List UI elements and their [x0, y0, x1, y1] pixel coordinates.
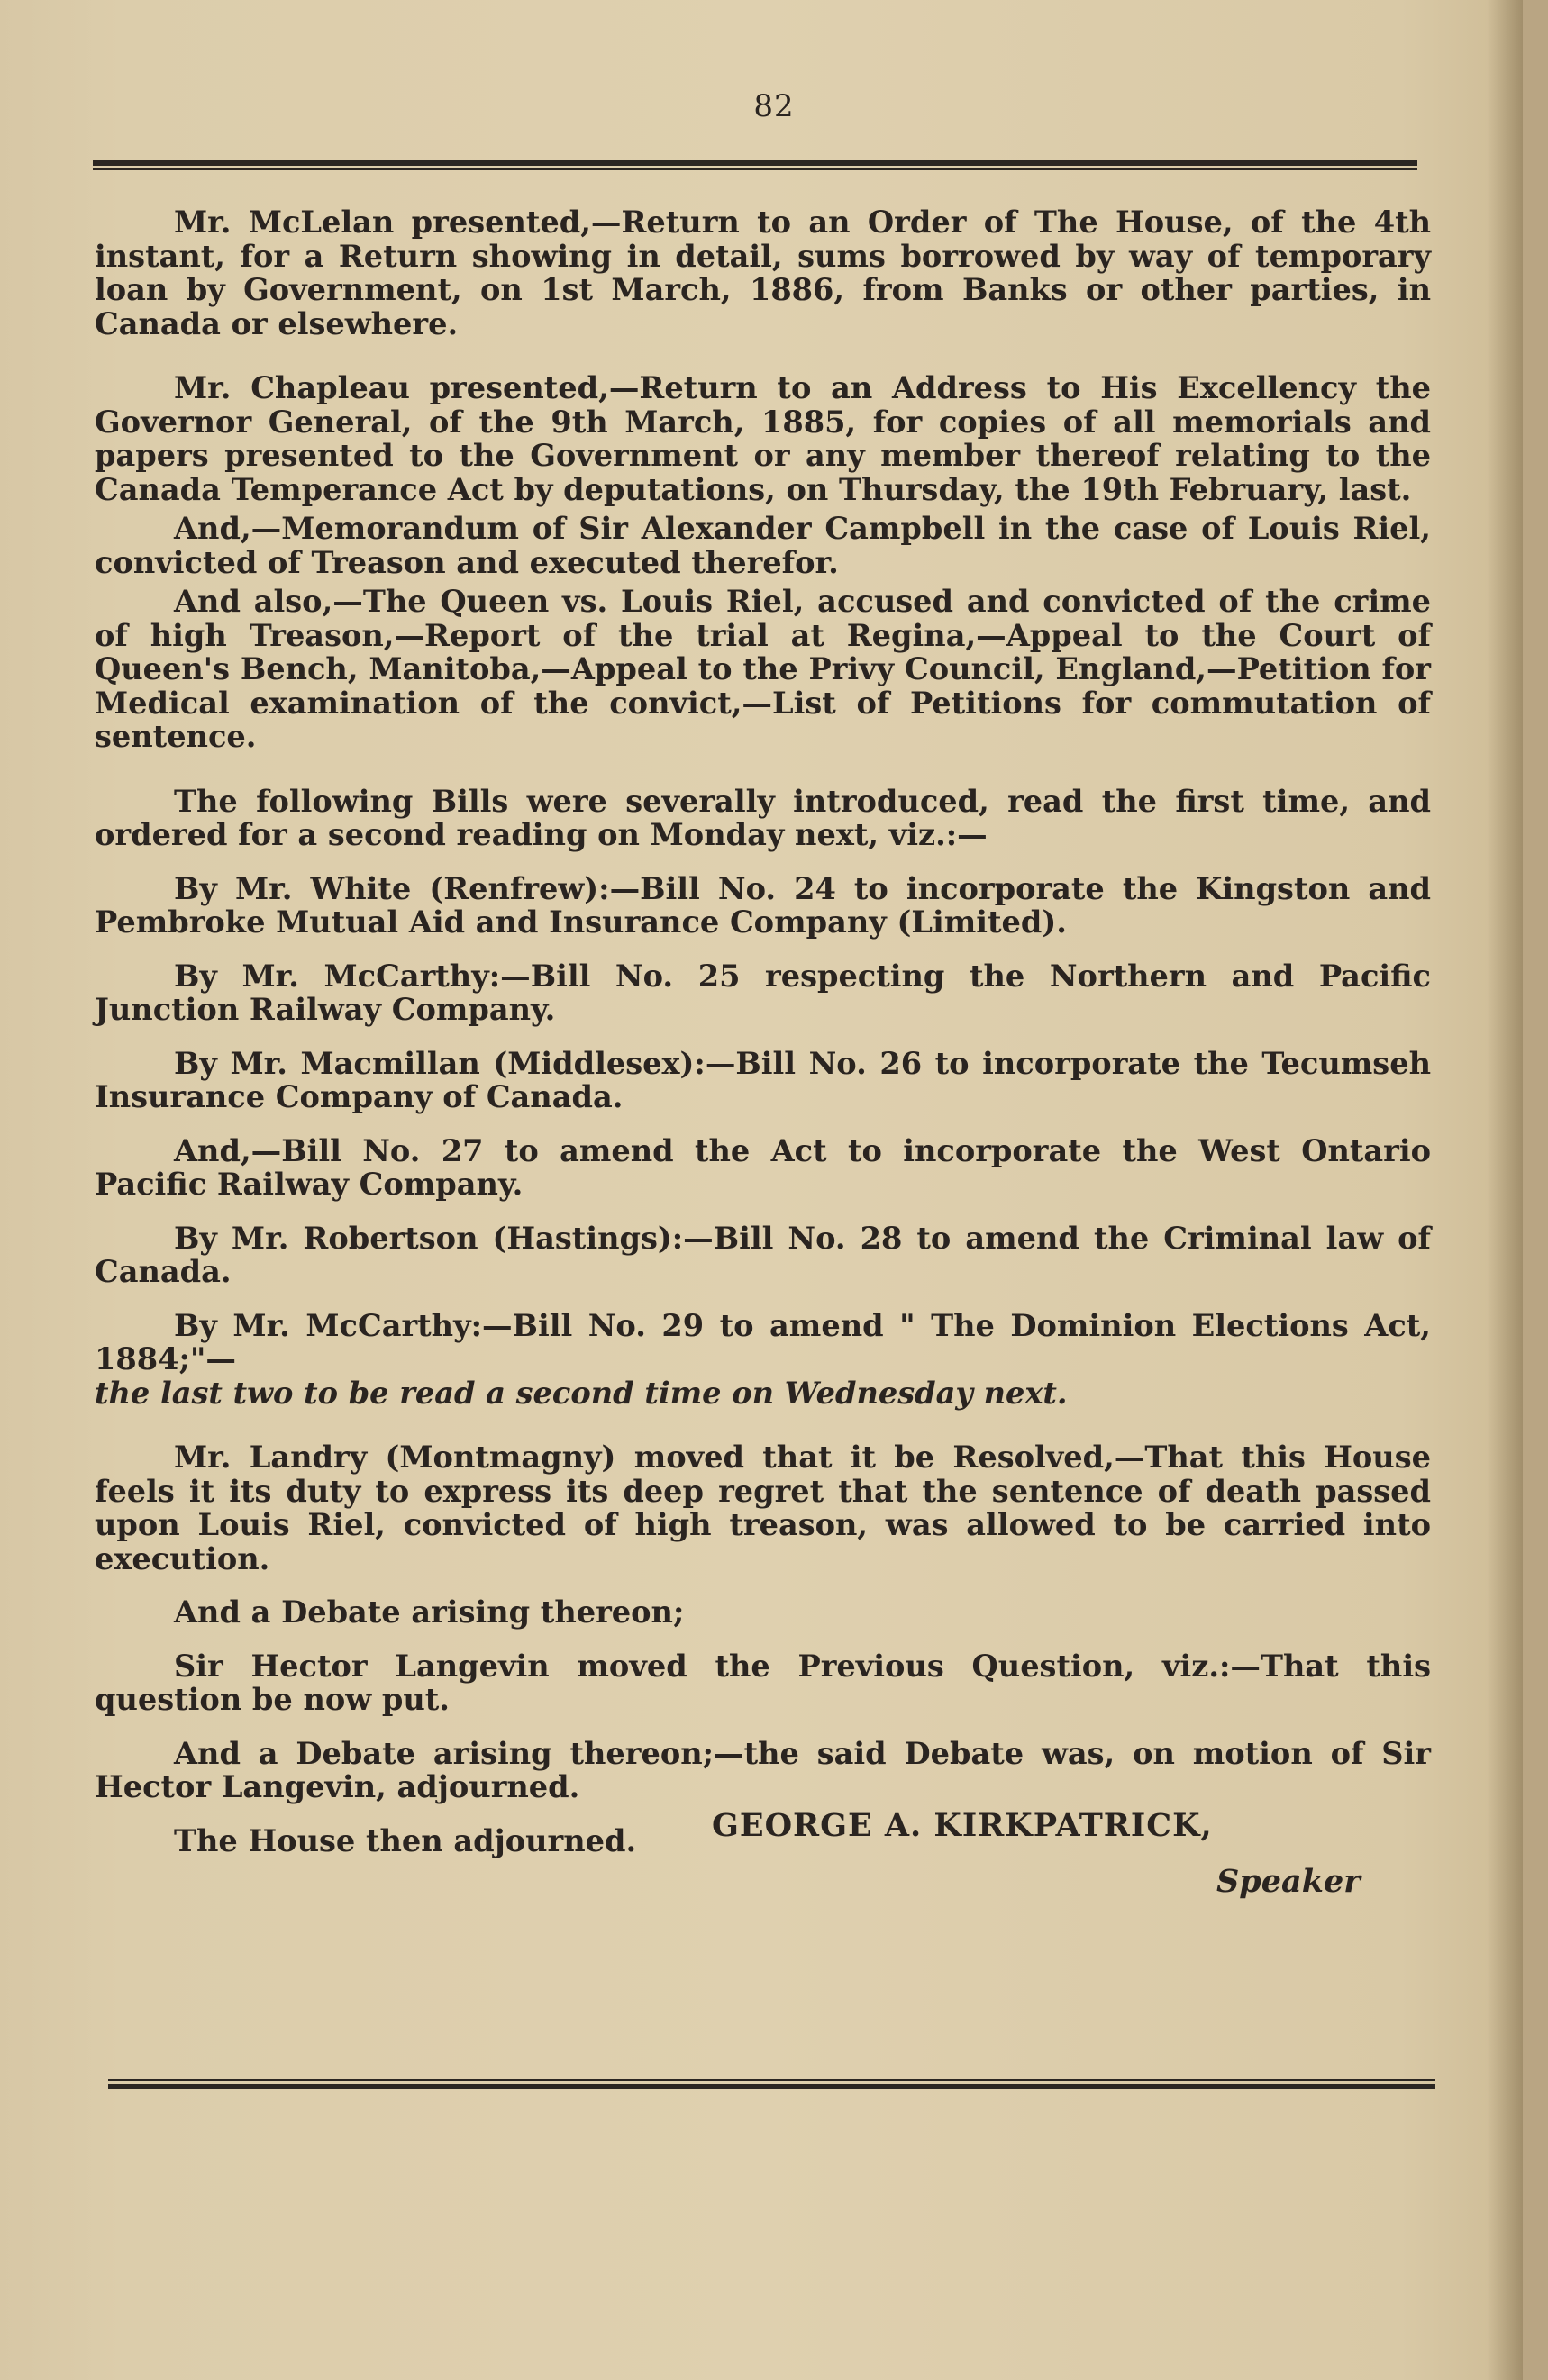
- paragraph-bill-25: By Mr. McCarthy:—Bill No. 25 respecting the Northern and Pacific Junction Railway Company.: [95, 957, 1431, 1027]
- paragraph-queen-vs-riel: And also,—The Queen vs. Louis Riel, accused and convicted of the crime of high Treason,—Report of the trial at Regina,—Appeal to the Court of Queen's Bench, Manitoba,—Appeal to the Privy Council, England,—Petition for Medical examination of the convict,—List of Petitions for commutation of sentence.: [95, 583, 1431, 754]
- paragraph-bill-28: By Mr. Robertson (Hastings):—Bill No. 28 to amend the Criminal law of Canada.: [95, 1219, 1431, 1289]
- top-double-rule: [93, 160, 1417, 170]
- paragraph-bill-24: By Mr. White (Renfrew):—Bill No. 24 to incorporate the Kingston and Pembroke Mutual Aid and Insurance Company (Limited).: [95, 869, 1431, 940]
- paragraph-landry-motion: Mr. Landry (Montmagny) moved that it be Resolved,—That this House feels it its duty to express its deep regret that the sentence of death passed upon Louis Riel, convicted of high treason, was allowed to be carried into execution.: [95, 1439, 1431, 1576]
- page-edge-shadow: [1487, 0, 1523, 2380]
- paragraph-debate-adjourned: And a Debate arising thereon;—the said Debate was, on motion of Sir Hector Langevin, adjourned.: [95, 1734, 1431, 1804]
- paragraph-debate-arising: And a Debate arising thereon;: [174, 1594, 685, 1630]
- paragraph-bill-29: By Mr. McCarthy:—Bill No. 29 to amend " The Dominion Elections Act, 1884;"—: [95, 1306, 1431, 1376]
- paragraph-second-reading-note: the last two to be read a second time on Wednesday next.: [95, 1374, 1068, 1411]
- bottom-double-rule: [108, 2079, 1435, 2089]
- paragraph-mclelan-return: Mr. McLelan presented,—Return to an Order of The House, of the 4th instant, for a Return showing in detail, sums borrowed by way of temporary loan by Government, on 1st March, 1886, from Banks or other parties, in Canada or elsewhere.: [95, 204, 1431, 341]
- page-number: 82: [753, 88, 795, 124]
- paragraph-bill-27: And,—Bill No. 27 to amend the Act to incorporate the West Ontario Pacific Railway Company.: [95, 1131, 1431, 1202]
- paragraph-campbell-memorandum: And,—Memorandum of Sir Alexander Campbell in the case of Louis Riel, convicted of Treason and executed therefor.: [95, 510, 1431, 580]
- journal-body: [95, 205, 1431, 1858]
- paragraph-house-adjourned: The House then adjourned.: [174, 1821, 637, 1858]
- paragraph-chapleau-return: Mr. Chapleau presented,—Return to an Address to His Excellency the Governor General, of the 9th March, 1885, for copies of all memorials and papers presented to the Government or any member thereof relating to the Canada Temperance Act by deputations, on Thursday, the 19th February, last.: [95, 369, 1431, 507]
- paragraph-bills-introduced: The following Bills were severally introduced, read the first time, and ordered for a second reading on Monday next, viz.:—: [95, 782, 1431, 852]
- speaker-signature-name: GEORGE A. KIRKPATRICK,: [712, 1807, 1213, 1844]
- paragraph-bill-26: By Mr. Macmillan (Middlesex):—Bill No. 26 to incorporate the Tecumseh Insurance Company of Canada.: [95, 1044, 1431, 1114]
- paragraph-previous-question: Sir Hector Langevin moved the Previous Question, viz.:—That this question be now put.: [95, 1647, 1431, 1717]
- speaker-title: Speaker: [1216, 1863, 1361, 1900]
